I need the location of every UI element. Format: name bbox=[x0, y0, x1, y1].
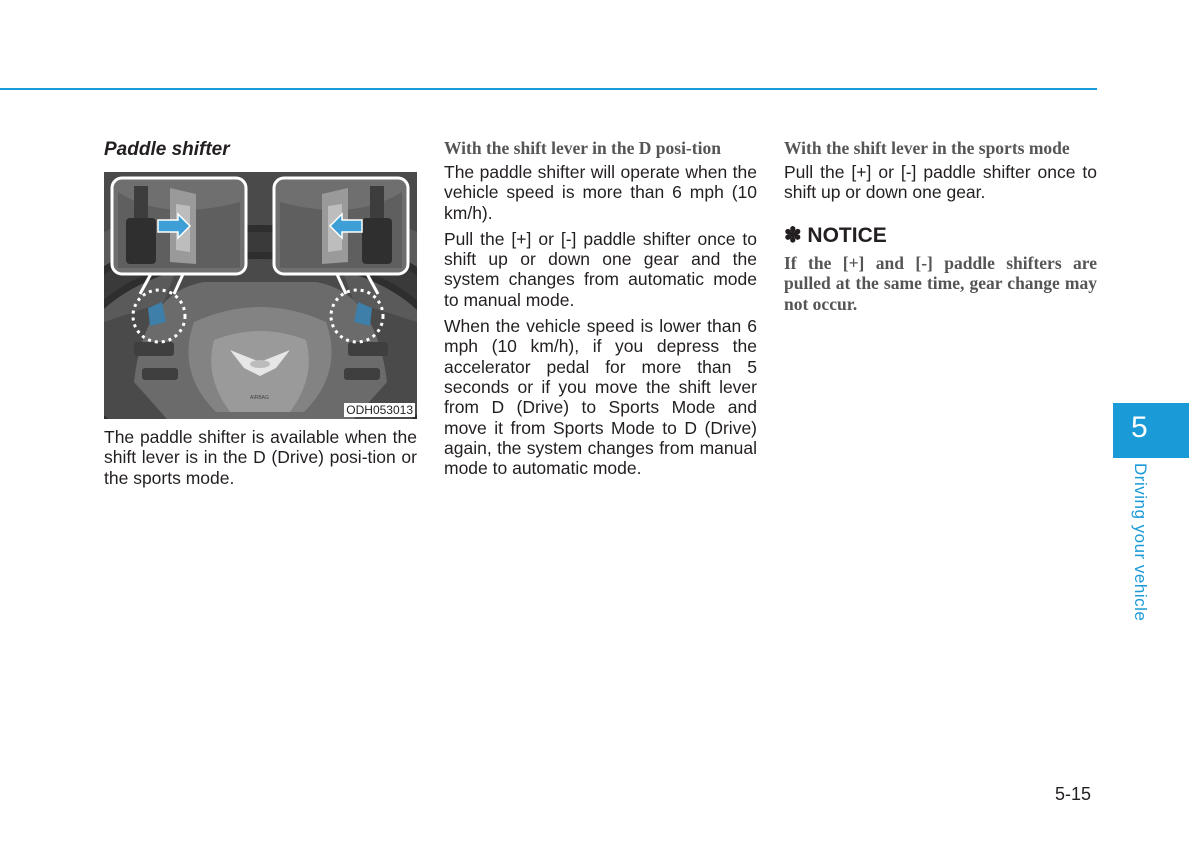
paragraph-pull: Pull the [+] or [-] paddle shifter once to shift up or down one gear and the system changes from automatic mode to manual mode. bbox=[444, 228, 757, 310]
paragraph-operate: The paddle shifter will operate when the vehicle speed is more than 6 mph (10 km/h). bbox=[444, 162, 757, 223]
column-1 bbox=[104, 138, 417, 494]
left-paddle-inset bbox=[112, 178, 246, 274]
chapter-label bbox=[1128, 463, 1150, 623]
paddle-shifter-availability-text: The paddle shifter is available when the shift lever is in the D (Drive) posi-tion or the sports mode. bbox=[104, 427, 417, 488]
sports-mode-heading: With the shift lever in the sports mode bbox=[784, 138, 1070, 158]
paragraph-lower-speed: When the vehicle speed is lower than 6 mph (10 km/h), if you depress the accelerator pedal for more than 5 seconds or if you move the shift lever from D (Drive) to Sports Mode and move it from Sports Mode to D (Drive) again, the system changes from manual mode to automatic mode. bbox=[444, 316, 757, 479]
right-paddle-inset bbox=[274, 178, 408, 274]
figure-code: ODH053013 bbox=[346, 403, 413, 417]
notice-text: If the [+] and [-] paddle shifters are pulled at the same time, gear change may not occur. bbox=[784, 252, 1097, 314]
chapter-label-text: Driving your vehicle bbox=[1131, 463, 1150, 622]
top-rule bbox=[0, 88, 1097, 90]
column-2 bbox=[444, 138, 757, 484]
chapter-tab bbox=[1113, 403, 1189, 458]
sports-mode-paragraph: Pull the [+] or [-] paddle shifter once to shift up or down one gear. bbox=[784, 162, 1097, 203]
steering-wheel-illustration bbox=[104, 172, 417, 419]
column-3 bbox=[784, 138, 1097, 314]
chapter-number: 5 bbox=[1131, 411, 1148, 444]
section-title: Paddle shifter bbox=[104, 139, 230, 160]
page-number: 5-15 bbox=[1055, 784, 1092, 804]
airbag-label: AIRBAG bbox=[250, 395, 269, 401]
notice-title: ✽ NOTICE bbox=[784, 223, 887, 247]
d-position-heading: With the shift lever in the D posi-tion bbox=[444, 138, 721, 158]
steering-wheel-figure bbox=[104, 172, 417, 419]
